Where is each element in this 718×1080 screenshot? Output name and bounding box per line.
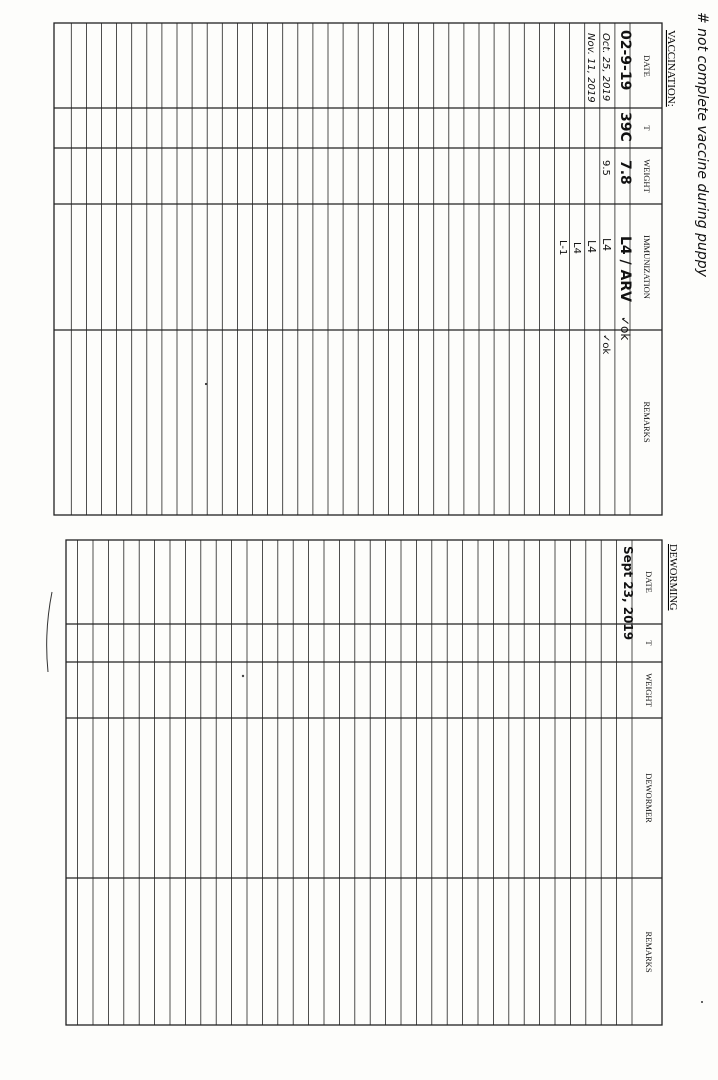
- handwritten-note: # not complete vaccine during puppy: [694, 12, 710, 277]
- vac-entry-2-date: Oct. 25, 2019: [600, 33, 611, 102]
- vac-header-date: DATE: [642, 55, 652, 77]
- deworming-table-border: [66, 540, 662, 1025]
- scan-speck: [242, 675, 244, 677]
- vac-entry-4-immunization: L4: [571, 242, 582, 254]
- vaccination-table: [54, 23, 662, 515]
- vac-header-weight: WEIGHT: [642, 159, 652, 193]
- scan-marks: [47, 383, 703, 1003]
- scan-speck: [701, 1001, 703, 1003]
- vac-header-remarks: REMARKS: [642, 401, 652, 443]
- deworming-headers: [644, 571, 654, 973]
- vaccination-headers: [642, 55, 652, 443]
- vac-header-t: T: [642, 125, 652, 131]
- vac-entry-2-immunization: L4: [600, 238, 613, 252]
- dew-header-t: T: [644, 640, 654, 646]
- deworming-column-lines: [66, 624, 662, 878]
- vac-entry-1-t: 39C: [617, 112, 633, 142]
- vac-entry-5-immunization: L-1: [557, 240, 568, 256]
- dew-header-dewormer: DEWORMER: [644, 773, 654, 823]
- deworming-entries: [621, 546, 635, 640]
- vac-entry-3-date: Nov. 11, 2019: [585, 33, 596, 103]
- scan-speck: [205, 383, 207, 385]
- vaccination-title: VACCINATION:: [665, 30, 677, 107]
- deworming-row-lines: [78, 540, 632, 1025]
- vac-entry-2-remarks: ✓ok: [600, 334, 611, 355]
- vac-entry-1-weight: 7.8: [617, 160, 633, 185]
- vac-entry-1-immunization: L4 / ARV: [617, 236, 633, 302]
- vac-header-immunization: IMMUNIZATION: [642, 235, 652, 299]
- vaccination-row-lines: [71, 23, 630, 515]
- dew-header-date: DATE: [644, 571, 654, 593]
- deworming-section: [66, 540, 678, 1025]
- vac-entry-3-immunization: L4: [585, 240, 598, 254]
- vaccination-entries: [557, 30, 633, 354]
- deworming-title: DEWORMING: [667, 544, 678, 611]
- stray-pen-mark: [47, 592, 52, 672]
- vac-entry-1-date: 02-9-19: [617, 30, 633, 91]
- vac-entry-2-weight: 9.5: [600, 160, 611, 176]
- vac-entry-1-remarks: ✓ok: [618, 316, 632, 341]
- deworming-table: [66, 540, 662, 1025]
- dew-header-weight: WEIGHT: [644, 673, 654, 707]
- dew-entry-1-date: Sept 23, 2019: [621, 546, 635, 641]
- dew-header-remarks: REMARKS: [644, 931, 654, 973]
- vaccination-section: [54, 12, 710, 515]
